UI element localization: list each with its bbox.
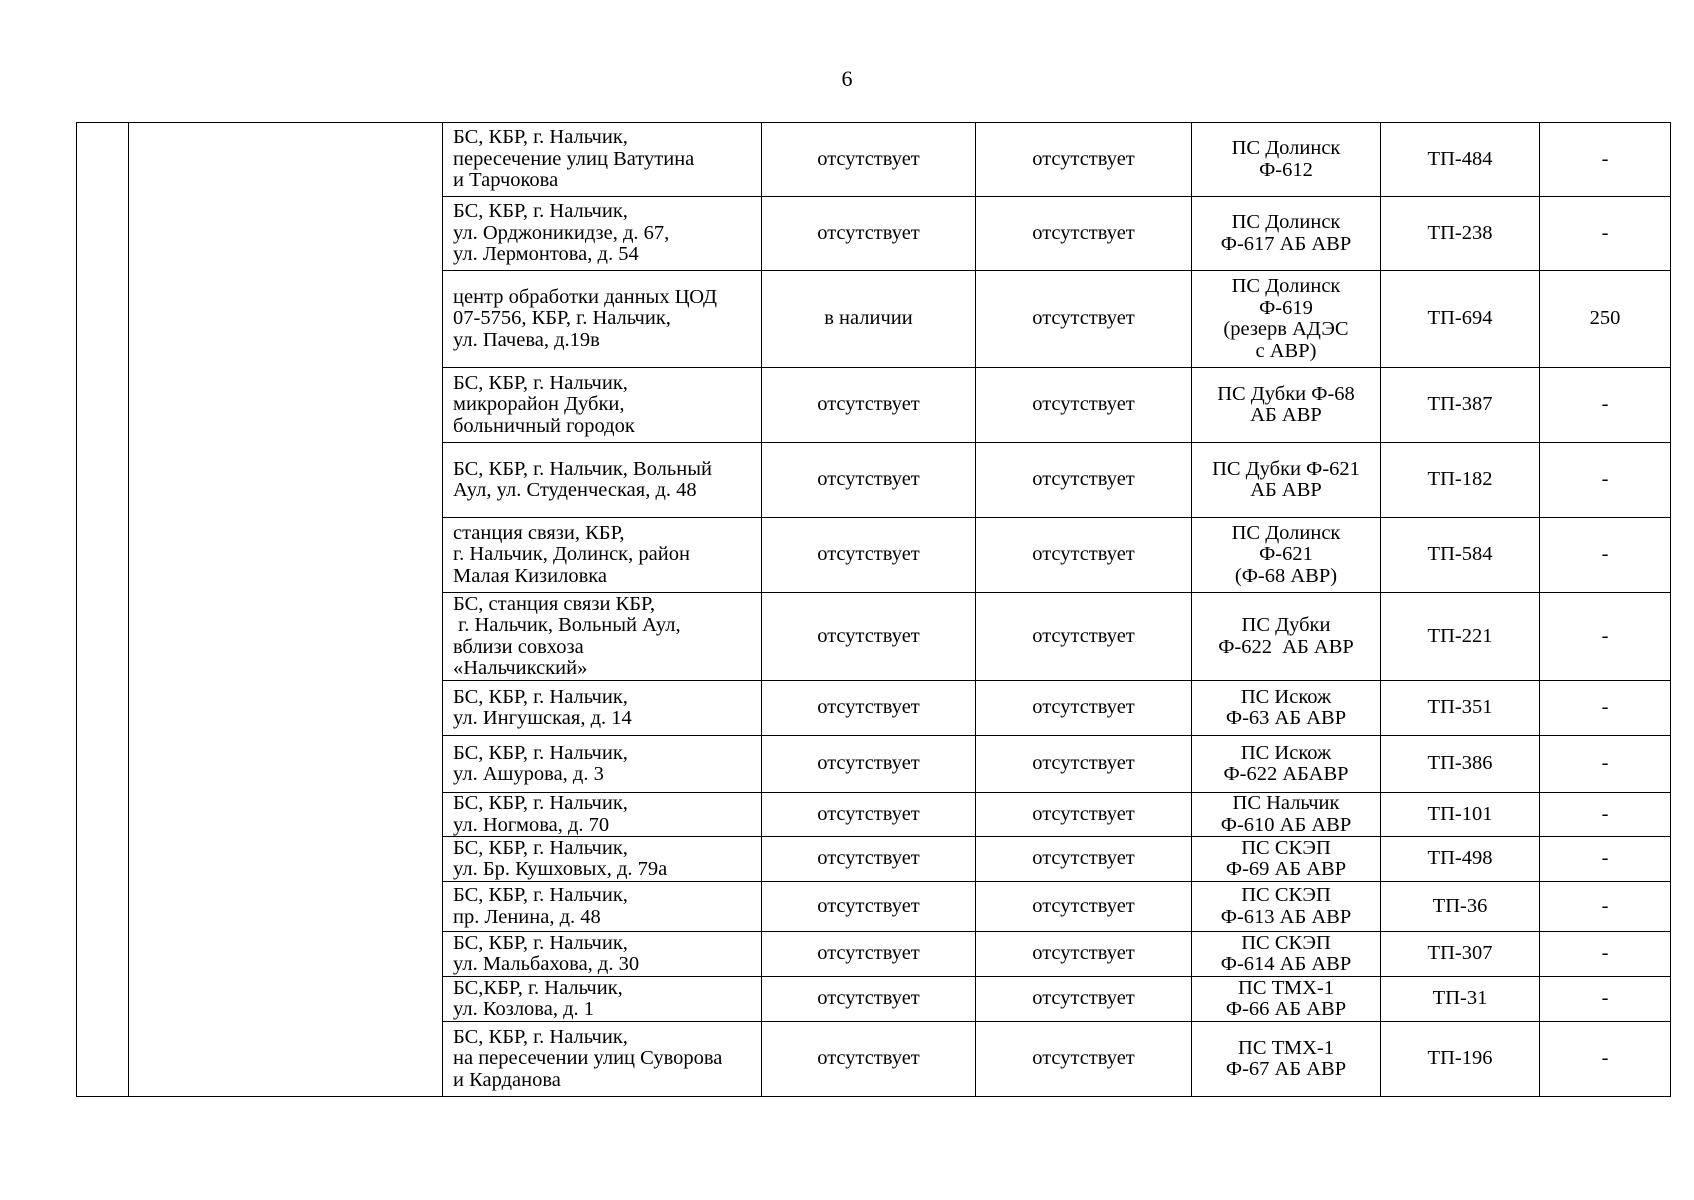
data-table — [76, 122, 1671, 1097]
address-cell — [443, 793, 762, 837]
status-cell-2: отсутствует — [976, 518, 1192, 593]
tp-cell: ТП-238 — [1381, 197, 1540, 271]
cell-line: БС, КБР, г. Нальчик, — [453, 200, 628, 223]
power-cell: - — [1540, 518, 1671, 593]
substation-cell — [1192, 882, 1381, 932]
cell-line: ПС Искож — [1240, 685, 1332, 708]
address-cell — [443, 123, 762, 197]
status-cell-1: отсутствует — [762, 837, 976, 882]
substation-cell — [1192, 197, 1381, 271]
cell-line: БС, КБР, г. Нальчик, — [453, 126, 628, 149]
cell-line: станция связи, КБР, — [453, 521, 625, 544]
address-cell — [443, 197, 762, 271]
power-cell: - — [1540, 837, 1671, 882]
blank-cell-number — [77, 123, 129, 1097]
cell-line: Ф-67 АБ АВР — [1225, 1058, 1347, 1080]
status-cell-1: в наличии — [762, 271, 976, 368]
tp-cell: ТП-182 — [1381, 443, 1540, 518]
status-cell-1: отсутствует — [762, 932, 976, 977]
address-cell — [443, 736, 762, 793]
status-cell-1: отсутствует — [762, 368, 976, 443]
status-cell-2: отсутствует — [976, 736, 1192, 793]
cell-line: (Ф-68 АВР) — [1234, 564, 1338, 587]
status-cell-2: отсутствует — [976, 793, 1192, 837]
status-cell-2: отсутствует — [976, 977, 1192, 1022]
cell-line: больничный городок — [453, 414, 635, 437]
cell-line: и Тарчокова — [453, 169, 559, 192]
status-cell-1: отсутствует — [762, 977, 976, 1022]
cell-line: ПС СКЭП — [1241, 836, 1331, 859]
tp-cell: ТП-36 — [1381, 882, 1540, 932]
status-cell-2: отсутствует — [976, 368, 1192, 443]
cell-line: ул. Пачева, д.19в — [453, 328, 600, 351]
power-cell: - — [1540, 932, 1671, 977]
status-cell-2: отсутствует — [976, 932, 1192, 977]
cell-line: Ф-610 АБ АВР — [1220, 813, 1352, 836]
cell-line: БС, станция связи КБР, — [453, 592, 655, 615]
cell-line: ПС Долинск — [1231, 275, 1341, 297]
cell-line: БС, КБР, г. Нальчик, — [453, 836, 628, 859]
tp-cell: ТП-584 — [1381, 518, 1540, 593]
cell-line: БС, КБР, г. Нальчик, — [453, 792, 628, 814]
substation-cell — [1192, 681, 1381, 736]
cell-line: ПС Долинск — [1231, 137, 1341, 159]
cell-line: БС, КБР, г. Нальчик, — [453, 371, 628, 394]
power-cell: - — [1540, 123, 1671, 197]
status-cell-1: отсутствует — [762, 443, 976, 518]
status-cell-1: отсутствует — [762, 518, 976, 593]
cell-line: Ф-63 АБ АВР — [1225, 707, 1347, 729]
power-cell: - — [1540, 793, 1671, 837]
cell-line: ПС Искож — [1240, 741, 1332, 764]
power-cell: - — [1540, 443, 1671, 518]
power-cell: - — [1540, 681, 1671, 736]
address-cell — [443, 368, 762, 443]
status-cell-1: отсутствует — [762, 593, 976, 681]
cell-line: Ф-613 АБ АВР — [1220, 905, 1352, 928]
cell-line: АБ АВР — [1250, 404, 1322, 426]
cell-line: ПС Дубки Ф-621 — [1212, 457, 1360, 480]
address-cell — [443, 1022, 762, 1097]
cell-line: пересечение улиц Ватутина — [453, 147, 695, 170]
substation-cell — [1192, 123, 1381, 197]
tp-cell: ТП-387 — [1381, 368, 1540, 443]
substation-cell — [1192, 593, 1381, 681]
tp-cell: ТП-386 — [1381, 736, 1540, 793]
substation-cell — [1192, 736, 1381, 793]
substation-cell — [1192, 518, 1381, 593]
table-body — [77, 123, 1671, 1097]
cell-line: ПС Дубки Ф-68 — [1217, 382, 1355, 405]
cell-line: на пересечении улиц Суворова — [453, 1047, 723, 1070]
cell-line: БС, КБР, г. Нальчик, — [453, 931, 628, 954]
cell-line: ул. Ингушская, д. 14 — [453, 707, 632, 729]
cell-line: ул. Бр. Кушховых, д. 79а — [453, 858, 668, 880]
cell-line: Ф-621 — [1259, 543, 1313, 566]
cell-line: БС, КБР, г. Нальчик, — [453, 1025, 628, 1048]
status-cell-2: отсутствует — [976, 123, 1192, 197]
cell-line: (резерв АДЭС — [1223, 318, 1349, 340]
cell-line: ул. Козлова, д. 1 — [453, 998, 594, 1020]
cell-line: Ф-617 АБ АВР — [1220, 232, 1352, 255]
status-cell-1: отсутствует — [762, 123, 976, 197]
address-cell — [443, 593, 762, 681]
power-cell: - — [1540, 977, 1671, 1022]
cell-line: Аул, ул. Студенческая, д. 48 — [453, 479, 697, 501]
cell-line: Ф-612 — [1259, 158, 1313, 181]
address-cell — [443, 518, 762, 593]
power-cell: - — [1540, 368, 1671, 443]
substation-cell — [1192, 932, 1381, 977]
status-cell-1: отсутствует — [762, 681, 976, 736]
cell-line: ул. Лермонтова, д. 54 — [453, 243, 639, 266]
status-cell-1: отсутствует — [762, 1022, 976, 1097]
cell-line: ул. Ашурова, д. 3 — [453, 763, 604, 785]
status-cell-2: отсутствует — [976, 882, 1192, 932]
power-cell: - — [1540, 882, 1671, 932]
cell-line: Ф-66 АБ АВР — [1225, 998, 1347, 1020]
cell-line: г. Нальчик, Долинск, район — [453, 543, 690, 566]
cell-line: ул. Мальбахова, д. 30 — [453, 953, 640, 975]
cell-line: ПС Долинск — [1231, 521, 1341, 544]
cell-line: и Карданова — [453, 1068, 561, 1091]
cell-line: БС, КБР, г. Нальчик, — [453, 884, 628, 906]
cell-line: АБ АВР — [1250, 479, 1322, 501]
cell-line: Ф-622 АБ АВР — [1218, 635, 1354, 658]
power-cell: - — [1540, 736, 1671, 793]
cell-line: ул. Орджоникидзе, д. 67, — [453, 221, 670, 244]
status-cell-2: отсутствует — [976, 1022, 1192, 1097]
power-cell: - — [1540, 197, 1671, 271]
cell-line: Ф-622 АБАВР — [1223, 763, 1349, 785]
status-cell-1: отсутствует — [762, 882, 976, 932]
power-cell: - — [1540, 593, 1671, 681]
cell-line: Малая Кизиловка — [453, 564, 608, 587]
substation-cell — [1192, 271, 1381, 368]
cell-line: ПС Долинск — [1231, 211, 1341, 233]
status-cell-2: отсутствует — [976, 443, 1192, 518]
substation-cell — [1192, 1022, 1381, 1097]
table-row — [77, 123, 1671, 197]
tp-cell: ТП-31 — [1381, 977, 1540, 1022]
cell-line: вблизи совхоза — [453, 635, 584, 658]
cell-line: «Нальчикский» — [453, 657, 588, 679]
tp-cell: ТП-498 — [1381, 837, 1540, 882]
cell-line: 07-5756, КБР, г. Нальчик, — [453, 307, 671, 330]
tp-cell: ТП-351 — [1381, 681, 1540, 736]
cell-line: центр обработки данных ЦОД — [453, 285, 717, 308]
blank-cell-name — [129, 123, 443, 1097]
status-cell-2: отсутствует — [976, 271, 1192, 368]
cell-line: Ф-69 АБ АВР — [1225, 858, 1347, 880]
cell-line: г. Нальчик, Вольный Аул, — [453, 614, 681, 636]
address-cell — [443, 271, 762, 368]
status-cell-1: отсутствует — [762, 793, 976, 837]
substation-cell — [1192, 443, 1381, 518]
cell-line: с АВР) — [1255, 339, 1317, 362]
substation-cell — [1192, 793, 1381, 837]
address-cell — [443, 443, 762, 518]
cell-line: пр. Ленина, д. 48 — [453, 905, 601, 928]
power-cell: 250 — [1540, 271, 1671, 368]
tp-cell: ТП-484 — [1381, 123, 1540, 197]
address-cell — [443, 932, 762, 977]
cell-line: ПС Дубки — [1241, 614, 1331, 636]
tp-cell: ТП-101 — [1381, 793, 1540, 837]
address-cell — [443, 977, 762, 1022]
status-cell-1: отсутствует — [762, 736, 976, 793]
address-cell — [443, 681, 762, 736]
cell-line: БС,КБР, г. Нальчик, — [453, 976, 623, 999]
substation-cell — [1192, 368, 1381, 443]
cell-line: ул. Ногмова, д. 70 — [453, 813, 610, 836]
tp-cell: ТП-196 — [1381, 1022, 1540, 1097]
cell-line: БС, КБР, г. Нальчик, Вольный — [453, 457, 712, 480]
status-cell-2: отсутствует — [976, 837, 1192, 882]
power-cell: - — [1540, 1022, 1671, 1097]
cell-line: ПС СКЭП — [1241, 884, 1331, 906]
cell-line: ПС Нальчик — [1232, 792, 1340, 814]
tp-cell: ТП-221 — [1381, 593, 1540, 681]
cell-line: БС, КБР, г. Нальчик, — [453, 685, 628, 708]
status-cell-2: отсутствует — [976, 197, 1192, 271]
cell-line: Ф-619 — [1259, 296, 1313, 319]
substation-cell — [1192, 837, 1381, 882]
tp-cell: ТП-307 — [1381, 932, 1540, 977]
address-cell — [443, 837, 762, 882]
status-cell-1: отсутствует — [762, 197, 976, 271]
status-cell-2: отсутствует — [976, 593, 1192, 681]
cell-line: микрорайон Дубки, — [453, 393, 625, 416]
page-number: 6 — [841, 66, 853, 91]
status-cell-2: отсутствует — [976, 681, 1192, 736]
substation-cell — [1192, 977, 1381, 1022]
tp-cell: ТП-694 — [1381, 271, 1540, 368]
cell-line: Ф-614 АБ АВР — [1220, 953, 1352, 975]
address-cell — [443, 882, 762, 932]
cell-line: БС, КБР, г. Нальчик, — [453, 741, 628, 764]
cell-line: ПС ТМХ-1 — [1238, 976, 1334, 999]
cell-line: ПС СКЭП — [1241, 931, 1331, 954]
cell-line: ПС ТМХ-1 — [1238, 1036, 1334, 1059]
